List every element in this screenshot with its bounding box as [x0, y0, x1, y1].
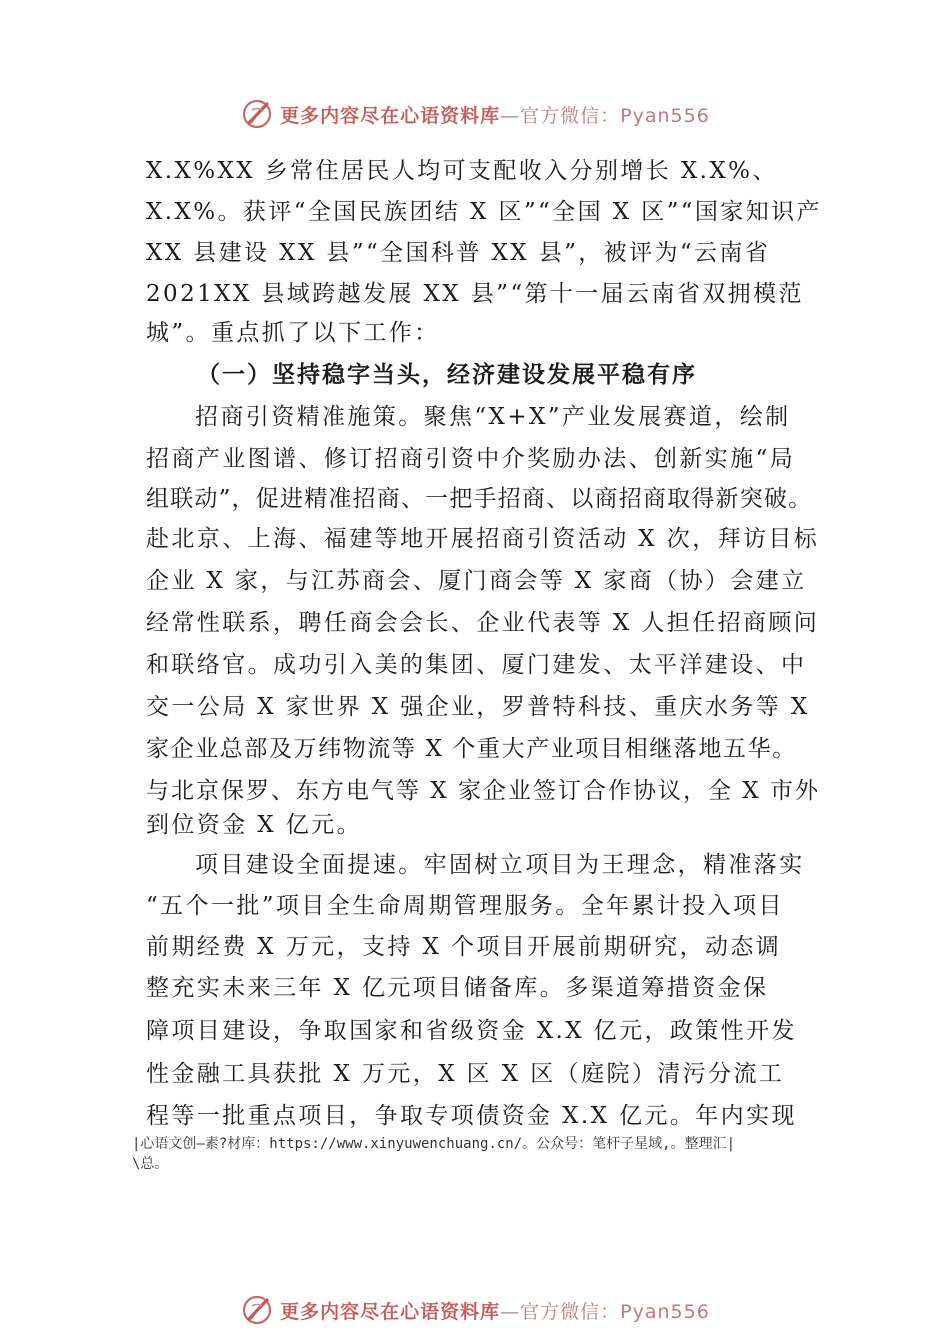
body-line: X.X%XX 乡常住居民人均可支配收入分别增长 X.X%、 — [146, 158, 778, 184]
section-heading: （一）坚持稳字当头，经济建设发展平稳有序 — [197, 361, 697, 388]
brush-logo-icon — [240, 1292, 276, 1328]
body-line: 招商产业图谱、修订招商引资中介奖励办法、创新实施“局 — [146, 446, 796, 472]
source-note: \总。 — [132, 1156, 169, 1172]
body-line: 前期经费 X 万元，支持 X 个项目开展前期研究，动态调 — [146, 934, 782, 960]
body-line: “五个一批”项目全生命周期管理服务。全年累计投入项目 — [146, 893, 784, 919]
banner-separator: — — [500, 1300, 521, 1323]
body-line: 家企业总部及万纬物流等 X 个重大产业项目相继落地五华。 — [146, 736, 797, 762]
body-line: 组联动”，促进精准招商、一把手招商、以商招商取得新突破。 — [146, 486, 813, 512]
banner-wechat: 官方微信：Pyan556 — [520, 104, 710, 127]
body-line: 与北京保罗、东方电气等 X 家企业签订合作协议，全 X 市外 — [146, 778, 820, 804]
body-line: 赴北京、上海、福建等地开展招商引资活动 X 次，拜访目标 — [146, 526, 820, 552]
body-line: 企业 X 家，与江苏商会、厦门商会等 X 家商（协）会建立 — [146, 568, 807, 594]
banner-text — [280, 1297, 710, 1324]
paragraph-first-line: 项目建设全面提速。牢固树立项目为王理念，精准落实 — [195, 852, 805, 878]
body-line: 性金融工具获批 X 万元，X 区 X 区（庭院）清污分流工 — [146, 1061, 785, 1087]
banner-brand: 更多内容尽在心语资料库 — [280, 104, 501, 127]
body-line: 程等一批重点项目，争取专项债资金 X.X 亿元。年内实现 — [146, 1103, 797, 1129]
banner-separator: — — [500, 104, 521, 127]
banner-wechat: 官方微信：Pyan556 — [520, 1300, 710, 1323]
body-line: 经常性联系，聘任商会会长、企业代表等 X 人担任招商顾问 — [146, 610, 820, 636]
body-line: 交一公局 X 家世界 X 强企业，罗普特科技、重庆水务等 X — [146, 694, 810, 720]
banner-brand: 更多内容尽在心语资料库 — [280, 1300, 501, 1323]
source-note: |心语文创—素?材库：https://www.xinyuwenchuang.cn/。公众号：笔杆子星域,。整理汇| — [132, 1136, 736, 1152]
body-line: 整充实未来三年 X 亿元项目储备库。多渠道筹措资金保 — [146, 975, 769, 1001]
body-line: 到位资金 X 亿元。 — [146, 812, 362, 838]
paragraph-first-line: 招商引资精准施策。聚焦“X+X”产业发展赛道，绘制 — [195, 404, 791, 430]
body-line: 和联络官。成功引入美的集团、厦门建发、太平洋建设、中 — [146, 652, 807, 678]
body-line: 2021XX 县域跨越发展 XX 县”“第十一届云南省双拥模范 — [146, 281, 804, 307]
body-line: 城”。重点抓了以下工作： — [146, 320, 440, 346]
footer-banner — [0, 1290, 950, 1330]
body-line: XX 县建设 XX 县”“全国科普 XX 县”，被评为“云南省 — [146, 240, 771, 266]
body-line: 障项目建设，争取国家和省级资金 X.X 亿元，政策性开发 — [146, 1018, 797, 1044]
body-line: X.X%。获评“全国民族团结 X 区”“全国 X 区”“国家知识产 — [146, 199, 822, 225]
